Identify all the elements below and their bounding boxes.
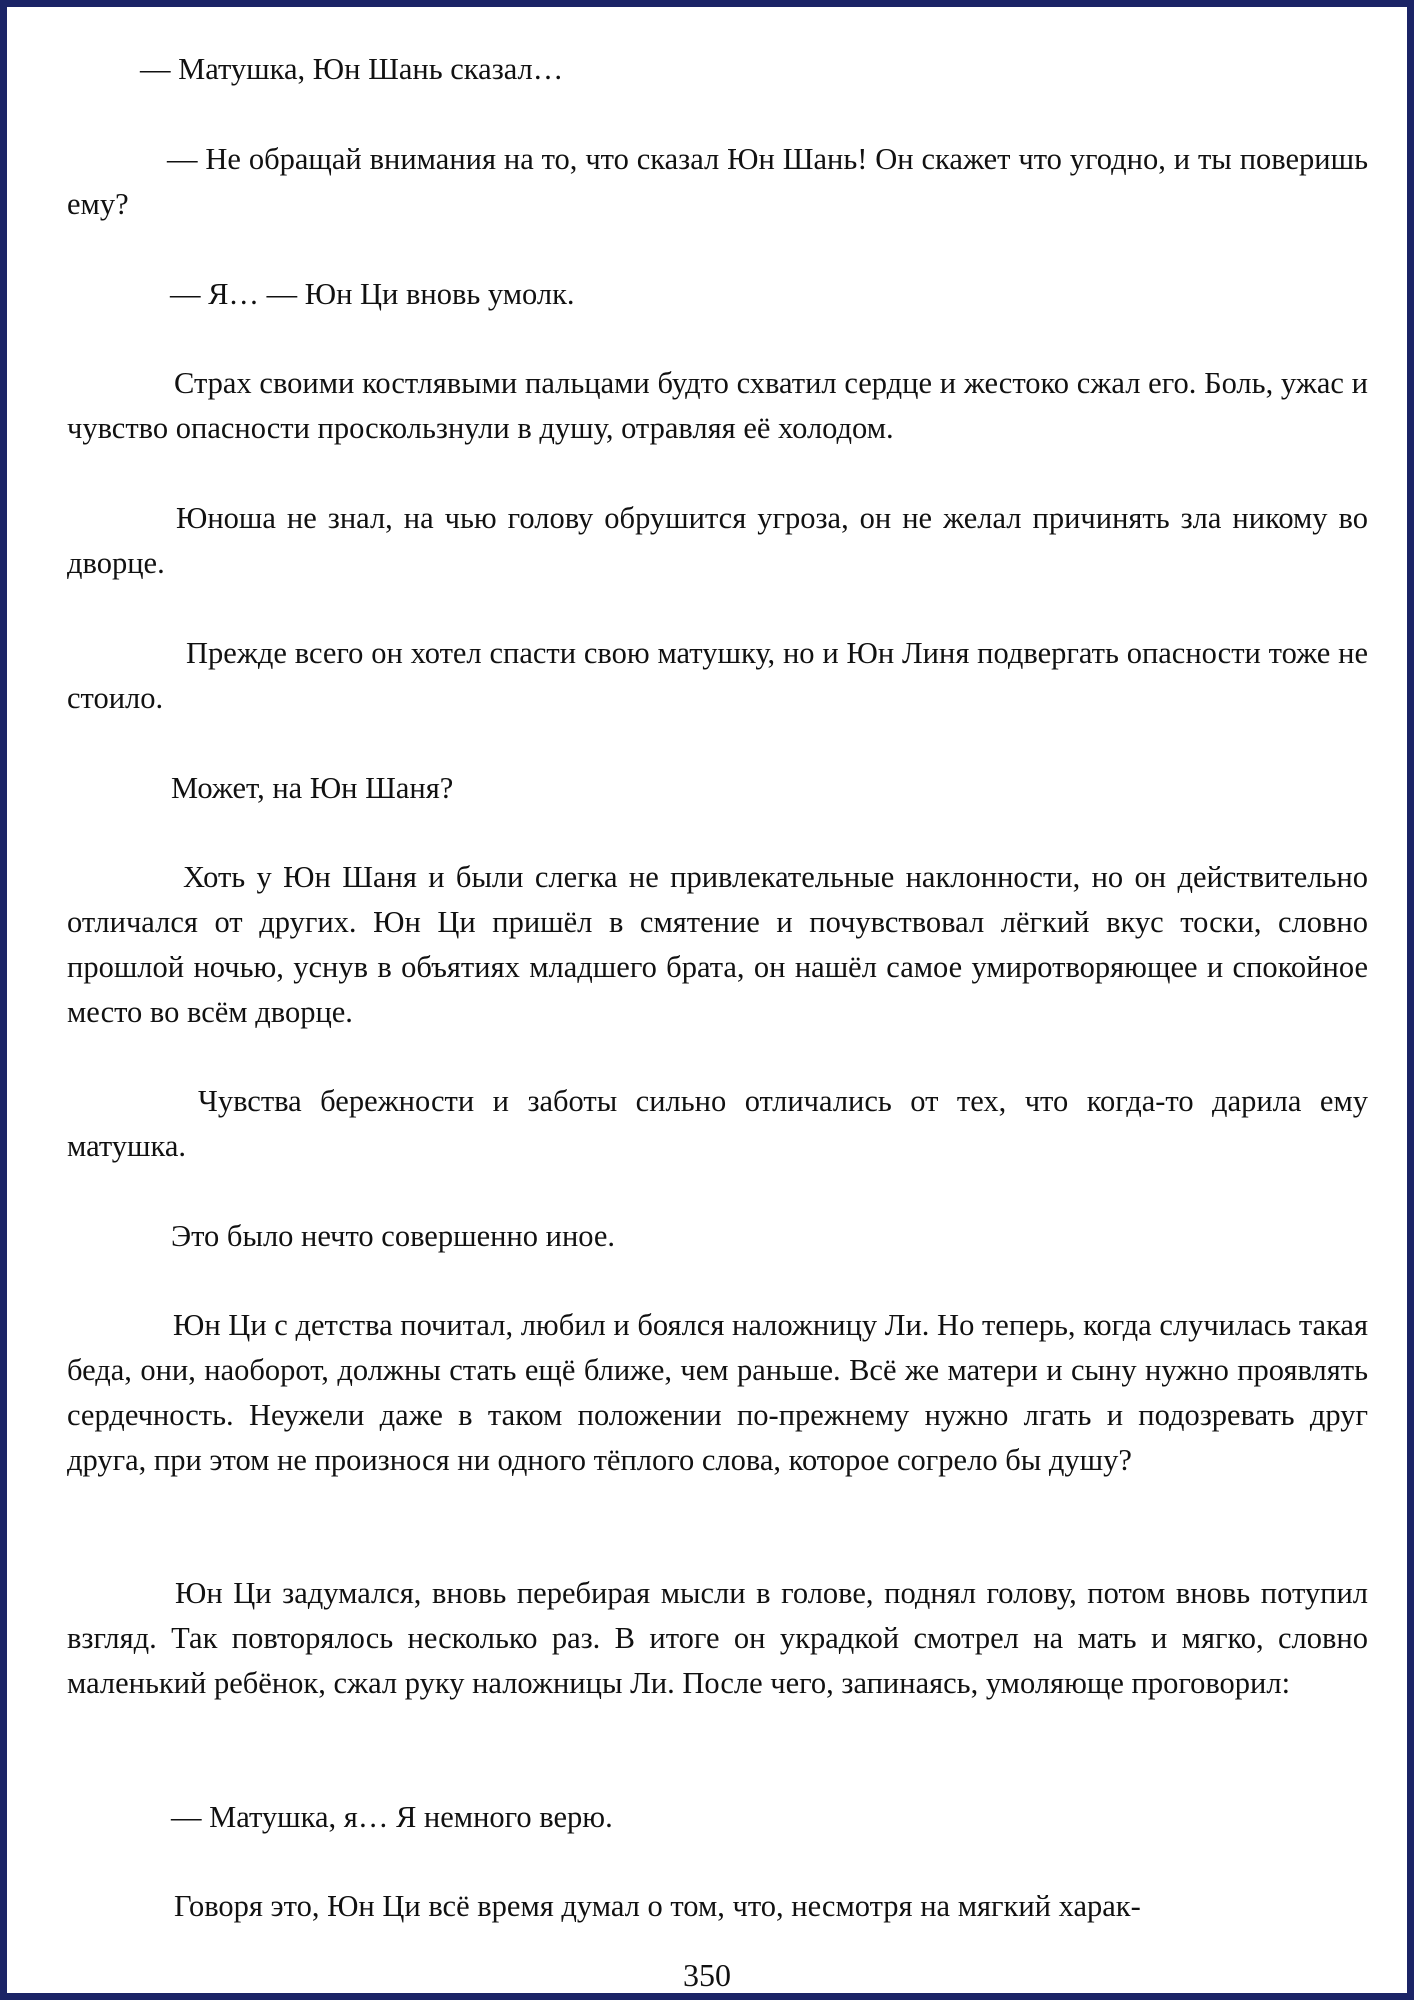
paragraph-8: Хоть у Юн Шаня и были слегка не привлекательные наклонности, но он действительно отличался от других. Юн Ци пришёл в смятение и почувствовал лёгкий вкус тоски, словно прошлой ночью, уснув в объятиях младшего брата, он нашёл самое умиротворяющее и спокойное место во всём дворце.: [67, 860, 1368, 1029]
paragraph-13: — Матушка, я… Я немного верю.: [171, 1800, 613, 1834]
paragraph-14: Говоря это, Юн Ци всё время думал о том, что, несмотря на мягкий харак-: [174, 1889, 1141, 1923]
paragraph-4: Страх своими костлявыми пальцами будто схватил сердце и жестоко сжал его. Боль, ужас и чувство опасности проскользнули в душу, отравляя её холодом.: [67, 366, 1368, 445]
page-number: 350: [683, 1957, 731, 1993]
paragraph-1: — Матушка, Юн Шань сказал…: [140, 52, 564, 86]
paragraph-11: Юн Ци с детства почитал, любил и боялся наложницу Ли. Но теперь, когда случилась такая беда, они, наоборот, должны стать ещё ближе, чем раньше. Всё же матери и сыну нужно проявлять сердечность. Неужели даже в таком положении по-прежнему нужно лгать и подозревать друг друга, при этом не произнося ни одного тёплого слова, которое согрело бы душу?: [67, 1308, 1368, 1477]
paragraph-2: — Не обращай внимания на то, что сказал Юн Шань! Он скажет что угодно, и ты поверишь ему?: [67, 142, 1368, 221]
paragraph-5: Юноша не знал, на чью голову обрушится угроза, он не желал причинять зла никому во дворце.: [67, 501, 1368, 580]
paragraph-6: Прежде всего он хотел спасти свою матушку, но и Юн Линя подвергать опасности тоже не стоило.: [67, 636, 1368, 715]
paragraph-12: Юн Ци задумался, вновь перебирая мысли в голове, поднял голову, потом вновь потупил взгляд. Так повторялось несколько раз. В итоге он украдкой смотрел на мать и мягко, словно маленький ребёнок, сжал руку наложницы Ли. После чего, запинаясь, умоляюще проговорил:: [67, 1576, 1368, 1700]
paragraph-9: Чувства бережности и заботы сильно отличались от тех, что когда-то дарила ему матушка.: [67, 1084, 1368, 1163]
paragraph-10: Это было нечто совершенно иное.: [171, 1219, 616, 1253]
paragraph-3: — Я… — Юн Ци вновь умолк.: [170, 277, 575, 311]
paragraph-7: Может, на Юн Шаня?: [171, 771, 454, 805]
